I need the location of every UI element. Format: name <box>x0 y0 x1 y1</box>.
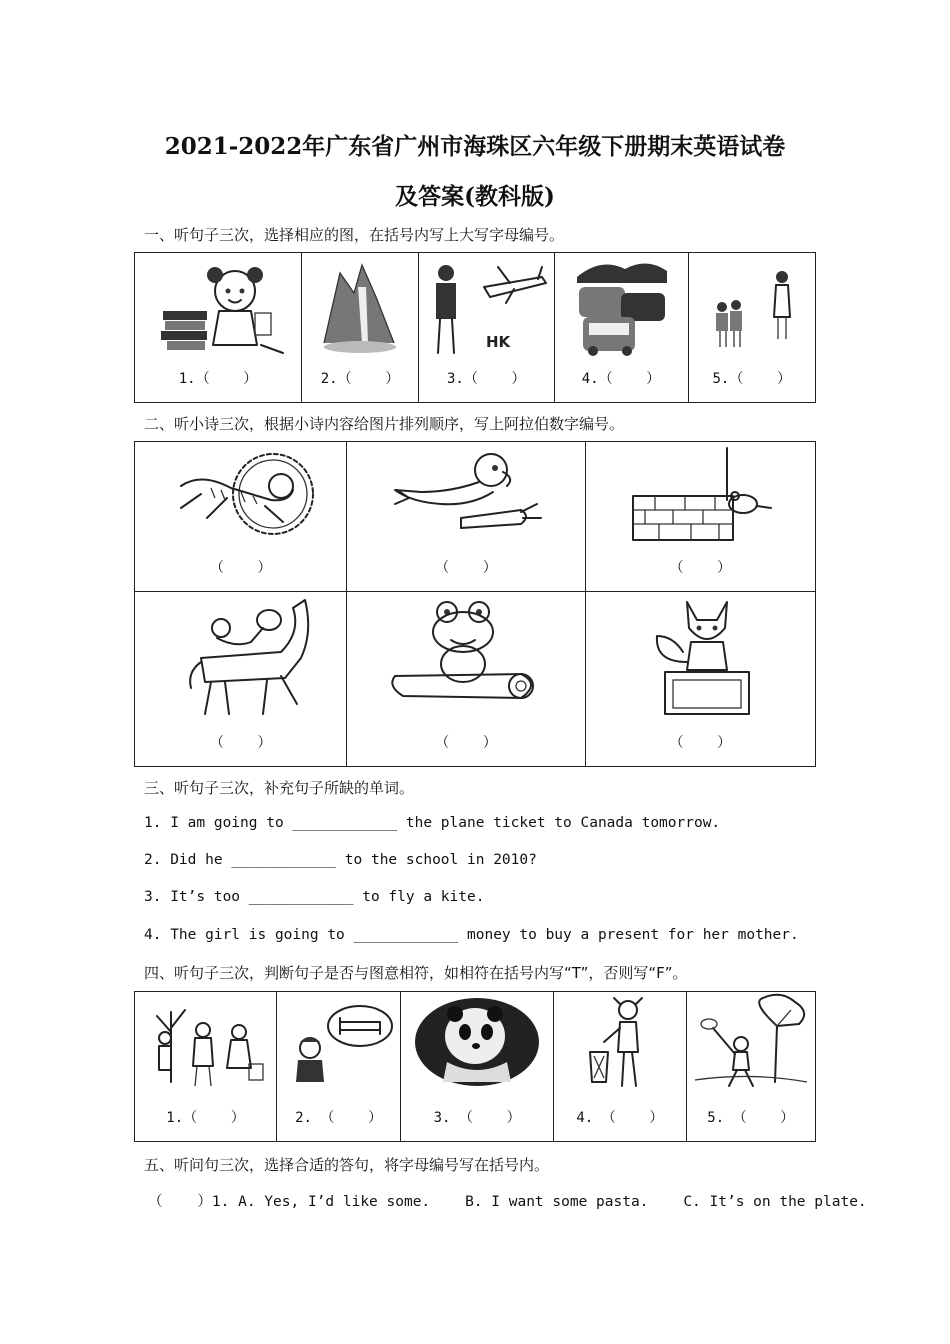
section1-label-3: 3.（ ） <box>446 371 526 387</box>
students-greeting-teacher-picture <box>702 253 802 363</box>
section3-item-1: 1. I am going to ____________ the plane ticket to Canada tomorrow. <box>144 815 721 831</box>
section1-label-1: 1.（ ） <box>178 371 258 387</box>
section4-cell-5 <box>686 992 815 1142</box>
section4-picture-table <box>134 991 816 1142</box>
section4-label-2: 2. （ ） <box>295 1110 383 1126</box>
document-title-line1: 2021-2022年广东省广州市海珠区六年级下册期末英语试卷 <box>164 133 786 160</box>
document-title-line2: 及答案(教科版) <box>395 183 555 210</box>
section2-cell-tiger <box>135 442 347 592</box>
section3-heading: 三、听句子三次，补充句子所缺的单词。 <box>144 779 415 797</box>
parrot-carrot-picture <box>381 442 551 552</box>
section4-cell-2 <box>277 992 401 1142</box>
mouse-wall-picture <box>615 442 785 552</box>
section1-cell-3 <box>419 253 554 403</box>
section1-cell-5 <box>688 253 815 403</box>
section3-item-2: 2. Did he ____________ to the school in 2010? <box>144 852 537 868</box>
children-planting-tree-picture <box>141 992 271 1092</box>
section2-cell-frog <box>347 592 585 767</box>
section1-picture-table <box>134 252 816 403</box>
girl-throwing-rubbish-picture <box>570 992 670 1092</box>
monkey-riding-horse-picture <box>161 592 321 722</box>
section1-cell-4 <box>554 253 688 403</box>
section2-cell-horse <box>135 592 347 767</box>
section4-label-5: 5. （ ） <box>707 1110 795 1126</box>
girl-reading-books-picture <box>143 253 293 363</box>
waterfall-mountain-picture <box>310 253 410 363</box>
boy-thinking-bed-picture <box>284 992 394 1092</box>
traffic-jam-cars-picture <box>571 253 671 363</box>
section5-item-1: （ ）1. A. Yes, I’d like some. B. I want some pasta. C. It’s on the plate. <box>148 1194 867 1210</box>
section2-label-2: （ ） <box>435 560 497 576</box>
section4-label-4: 4. （ ） <box>576 1110 664 1126</box>
section4-label-3: 3. （ ） <box>433 1110 521 1126</box>
fox-on-box-picture <box>615 592 785 722</box>
section2-cell-parrot <box>347 442 585 592</box>
section1-cell-1 <box>135 253 302 403</box>
section2-label-3: （ ） <box>669 560 732 576</box>
section2-cell-fox <box>585 592 815 767</box>
section1-heading: 一、听句子三次，选择相应的图，在括号内写上大写字母编号。 <box>144 226 565 244</box>
section2-heading: 二、听小诗三次，根据小诗内容给图片排列顺序，写上阿拉伯数字编号。 <box>144 415 625 433</box>
section2-label-1: （ ） <box>209 560 272 576</box>
boy-catching-butterfly-tree-picture <box>691 992 811 1092</box>
section1-cell-2 <box>302 253 419 403</box>
panda-photo-picture <box>407 992 547 1092</box>
section2-label-5: （ ） <box>435 735 497 751</box>
section2-cell-mouse <box>585 442 815 592</box>
section4-label-1: 1.（ ） <box>166 1110 245 1126</box>
section4-cell-4 <box>554 992 687 1142</box>
section1-label-2: 2.（ ） <box>320 371 400 387</box>
section5-heading: 五、听问句三次，选择合适的答句，将字母编号写在括号内。 <box>144 1156 550 1174</box>
hk-label: HK <box>485 333 510 351</box>
section2-label-4: （ ） <box>209 735 272 751</box>
section2-label-6: （ ） <box>669 735 732 751</box>
section2-picture-table <box>134 441 816 767</box>
frog-on-log-picture <box>381 592 551 722</box>
section4-cell-3 <box>401 992 554 1142</box>
section3-item-4: 4. The girl is going to ____________ money to buy a present for her mother. <box>144 927 799 943</box>
section1-label-4: 4.（ ） <box>581 371 661 387</box>
section4-heading: 四、听句子三次，判断句子是否与图意相符，如相符在括号内写“T”，否则写“F”。 <box>144 964 688 982</box>
section3-item-3: 3. It’s too ____________ to fly a kite. <box>144 889 485 905</box>
section4-cell-1 <box>135 992 277 1142</box>
tiger-jumping-hoop-picture <box>161 442 321 552</box>
section1-label-5: 5.（ ） <box>712 371 792 387</box>
man-airplane-hk-picture <box>424 253 549 363</box>
